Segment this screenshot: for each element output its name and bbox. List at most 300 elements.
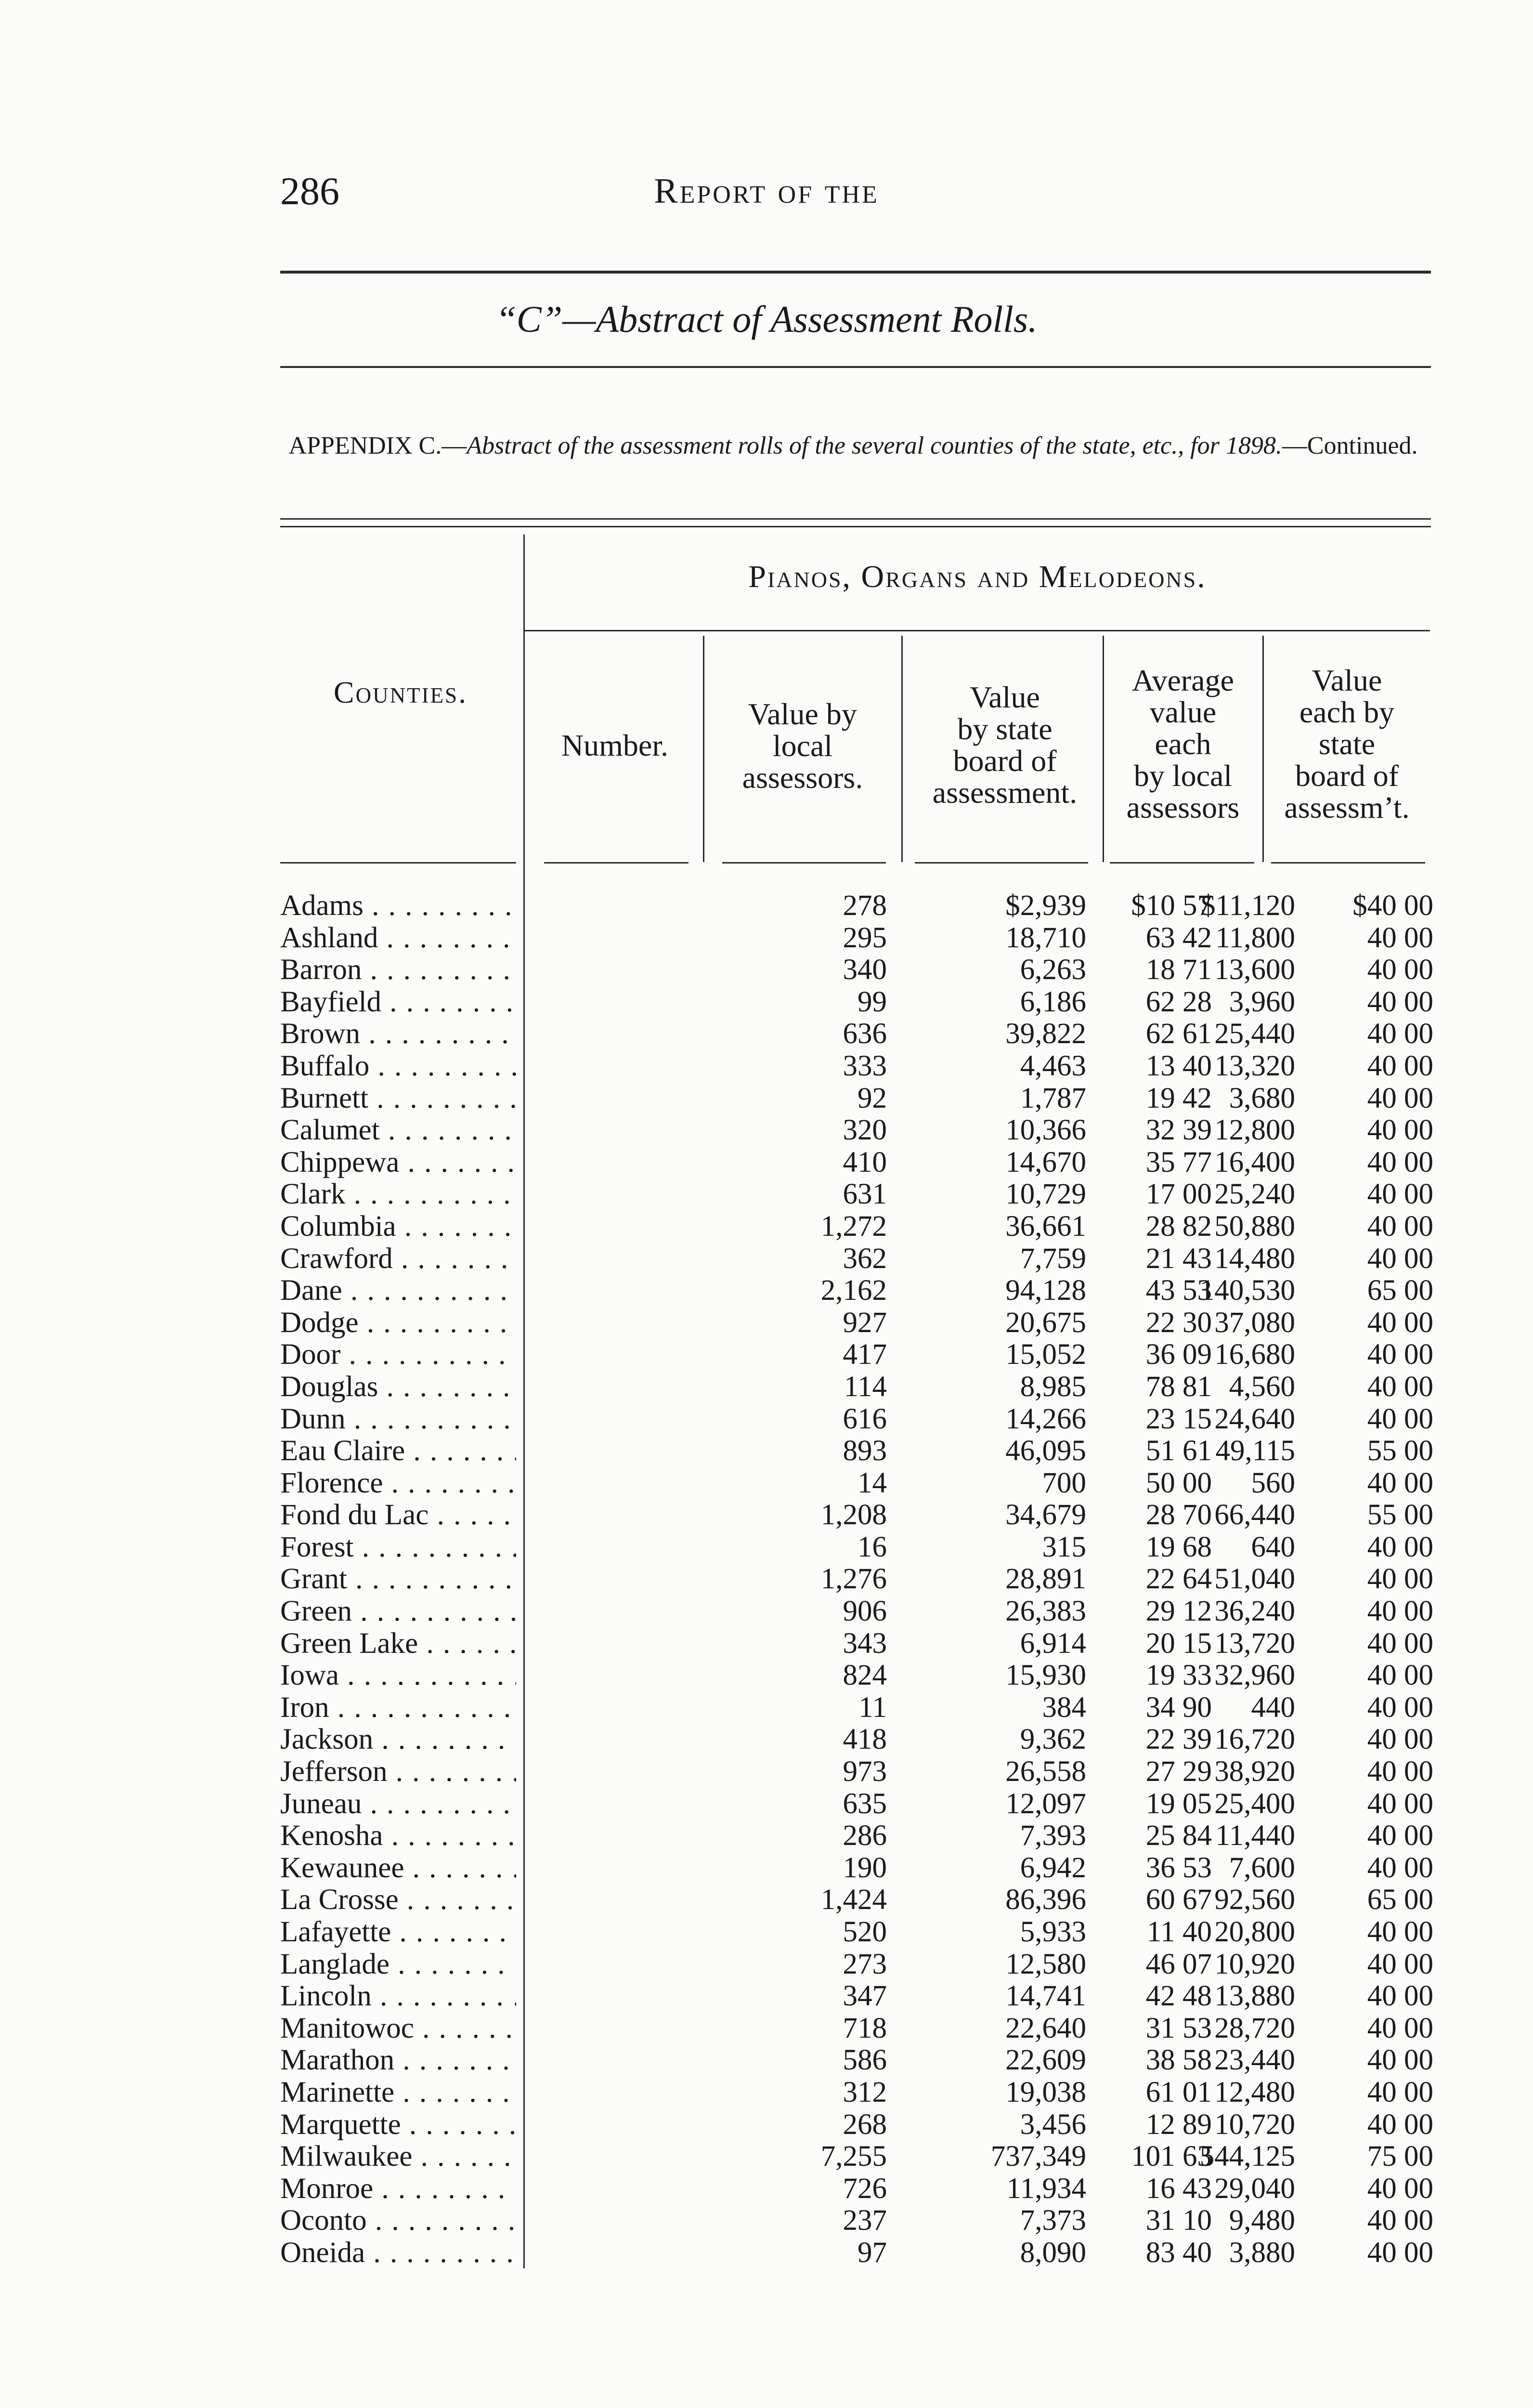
value-local-cell: 5,933 xyxy=(1020,1916,1086,1948)
county-cell: Marinette . . . xyxy=(280,2077,516,2109)
each-state-cell: 40 00 xyxy=(1367,1178,1433,1211)
value-state-cell: 9,480 xyxy=(1229,2204,1295,2237)
value-state-cell: 92,560 xyxy=(1214,1884,1295,1916)
value-state-cell: 640 xyxy=(1251,1531,1295,1563)
avg-local-cell: 101 63 xyxy=(1131,2140,1212,2173)
appendix-lead: APPENDIX C.— xyxy=(288,432,467,459)
avg-local-cell: 22 30 xyxy=(1145,1306,1212,1339)
number-cell: 417 xyxy=(843,1338,887,1371)
header-underline-county xyxy=(280,862,516,864)
number-cell: 278 xyxy=(843,890,887,922)
value-state-cell: 38,920 xyxy=(1214,1755,1295,1788)
each-state-cell: 40 00 xyxy=(1367,1916,1433,1948)
table-row xyxy=(280,2237,1445,2269)
value-state-cell: 7,600 xyxy=(1229,1851,1295,1884)
each-state-cell: 40 00 xyxy=(1367,2172,1433,2205)
value-state-cell: 20,800 xyxy=(1214,1916,1295,1948)
value-local-cell: 22,609 xyxy=(1005,2044,1086,2077)
avg-local-cell: 62 28 xyxy=(1145,985,1212,1018)
county-cell: Adams . . . xyxy=(280,890,516,922)
value-local-cell: 26,558 xyxy=(1005,1755,1086,1788)
value-state-cell: 3,680 xyxy=(1229,1082,1295,1114)
avg-local-cell: 63 42 xyxy=(1145,921,1212,954)
value-local-cell: 39,822 xyxy=(1005,1018,1086,1050)
county-cell: Buffalo . . . xyxy=(280,1050,516,1083)
county-cell: Clark . . . xyxy=(280,1178,516,1211)
avg-local-cell: 83 40 xyxy=(1145,2236,1212,2269)
value-local-cell: 10,729 xyxy=(1005,1178,1086,1211)
each-state-cell: 40 00 xyxy=(1367,1242,1433,1275)
avg-local-cell: 32 39 xyxy=(1145,1114,1212,1147)
value-local-cell: 26,383 xyxy=(1005,1595,1086,1628)
table-top-rule-1 xyxy=(280,518,1431,520)
value-local-cell: 19,038 xyxy=(1005,2076,1086,2108)
avg-local-cell: 23 15 xyxy=(1145,1402,1212,1435)
table-row xyxy=(280,1628,1445,1660)
number-cell: 586 xyxy=(843,2044,887,2077)
each-state-cell: 40 00 xyxy=(1367,985,1433,1018)
value-state-cell: 11,800 xyxy=(1215,921,1295,954)
number-cell: 824 xyxy=(843,1659,887,1692)
value-state-cell: 12,800 xyxy=(1214,1114,1295,1147)
each-state-cell: 40 00 xyxy=(1367,921,1433,954)
county-cell: Marquette . . . xyxy=(280,2109,516,2141)
county-cell: Chippewa . . . xyxy=(280,1147,516,1179)
county-cell: Ashland . . . xyxy=(280,922,516,955)
avg-local-cell: 28 82 xyxy=(1145,1210,1212,1243)
county-cell: Green Lake . . . xyxy=(280,1628,516,1660)
each-state-cell: 40 00 xyxy=(1367,1563,1433,1596)
number-cell: 333 xyxy=(843,1049,887,1082)
county-cell: Kenosha . . . xyxy=(280,1820,516,1852)
value-state-cell: 3,960 xyxy=(1229,985,1295,1018)
each-state-cell: 40 00 xyxy=(1367,1370,1433,1403)
avg-local-cell: 25 84 xyxy=(1145,1819,1212,1852)
appendix-suffix: —Continued. xyxy=(1282,432,1418,459)
col-header-each-state: Value each by state board of assessm’t. xyxy=(1284,663,1410,824)
each-state-cell: 40 00 xyxy=(1367,1819,1433,1852)
number-cell: 97 xyxy=(857,2236,887,2269)
each-state-cell: 40 00 xyxy=(1367,954,1433,986)
county-cell: Barron . . . xyxy=(280,954,516,986)
each-state-cell: 40 00 xyxy=(1367,1338,1433,1371)
col-header-number: Number. xyxy=(561,728,669,762)
value-state-cell: 32,960 xyxy=(1214,1659,1295,1692)
value-local-cell: 8,090 xyxy=(1020,2236,1086,2269)
county-cell: Douglas . . . xyxy=(280,1371,516,1403)
table-top-rule-2 xyxy=(280,526,1431,527)
avg-local-cell: 13 40 xyxy=(1145,1049,1212,1082)
group-header-rule xyxy=(525,630,1430,631)
number-cell: 16 xyxy=(857,1531,887,1563)
number-cell: 906 xyxy=(843,1595,887,1628)
value-local-cell: 737,349 xyxy=(990,2140,1086,2173)
county-cell: Bayfield . . . xyxy=(280,986,516,1019)
county-cell: Milwaukee . . . xyxy=(280,2141,516,2173)
table-row xyxy=(280,1563,1445,1596)
table-row xyxy=(280,1307,1445,1339)
table-row xyxy=(280,954,1445,986)
value-state-cell: 16,400 xyxy=(1214,1146,1295,1178)
county-cell: Iron . . . xyxy=(280,1692,516,1724)
table-row xyxy=(280,1339,1445,1371)
table-row xyxy=(280,1114,1445,1147)
each-state-cell: 40 00 xyxy=(1367,1306,1433,1339)
county-cell: Juneau . . . xyxy=(280,1788,516,1820)
table-row xyxy=(280,1692,1445,1724)
value-local-cell: 4,463 xyxy=(1020,1049,1086,1082)
county-cell: Oconto . . . xyxy=(280,2205,516,2237)
avg-local-cell: 17 00 xyxy=(1145,1178,1212,1211)
table-row xyxy=(280,1371,1445,1403)
county-cell: Calumet . . . xyxy=(280,1114,516,1147)
county-cell: Brown . . . xyxy=(280,1018,516,1050)
col-rule-2 xyxy=(703,636,704,862)
col-header-value-state: Value by state board of assessment. xyxy=(932,680,1078,810)
county-cell: La Crosse . . . xyxy=(280,1884,516,1916)
avg-local-cell: 78 81 xyxy=(1145,1370,1212,1403)
number-cell: 347 xyxy=(843,1980,887,2013)
each-state-cell: 40 00 xyxy=(1367,1114,1433,1147)
value-state-cell: 140,530 xyxy=(1199,1274,1295,1307)
value-local-cell: 7,373 xyxy=(1020,2204,1086,2237)
avg-local-cell: 62 61 xyxy=(1145,1018,1212,1050)
value-local-cell: 94,128 xyxy=(1005,1274,1086,1307)
each-state-cell: 40 00 xyxy=(1367,1851,1433,1884)
county-cell: Iowa . . . xyxy=(280,1660,516,1692)
each-state-cell: 40 00 xyxy=(1367,1691,1433,1724)
col-rule-3 xyxy=(901,636,903,862)
table-row xyxy=(280,1660,1445,1692)
county-cell: Door . . . xyxy=(280,1339,516,1371)
value-local-cell: 14,670 xyxy=(1005,1146,1086,1178)
table-row xyxy=(280,1724,1445,1756)
number-cell: 286 xyxy=(843,1819,887,1852)
each-state-cell: 40 00 xyxy=(1367,1210,1433,1243)
table-row xyxy=(280,1147,1445,1179)
header-underline-number xyxy=(544,862,689,864)
header-underline-local xyxy=(722,862,886,864)
value-local-cell: 18,710 xyxy=(1005,921,1086,954)
each-state-cell: 40 00 xyxy=(1367,1146,1433,1178)
value-local-cell: 7,393 xyxy=(1020,1819,1086,1852)
avg-local-cell: 51 61 xyxy=(1145,1435,1212,1467)
header-underline-each xyxy=(1271,862,1425,864)
county-cell: Columbia . . . xyxy=(280,1211,516,1243)
number-cell: 893 xyxy=(843,1435,887,1467)
value-state-cell: 10,720 xyxy=(1214,2108,1295,2141)
value-local-cell: 46,095 xyxy=(1005,1435,1086,1467)
avg-local-cell: 38 58 xyxy=(1145,2044,1212,2077)
value-local-cell: 3,456 xyxy=(1020,2108,1086,2141)
value-state-cell: 11,440 xyxy=(1215,1819,1295,1852)
value-state-cell: 37,080 xyxy=(1214,1306,1295,1339)
each-state-cell: 40 00 xyxy=(1367,1595,1433,1628)
number-cell: 362 xyxy=(843,1242,887,1275)
table-row xyxy=(280,1499,1445,1531)
value-local-cell: 6,914 xyxy=(1020,1627,1086,1660)
header-underline-state xyxy=(915,862,1088,864)
number-cell: 273 xyxy=(843,1948,887,1980)
value-state-cell: 25,400 xyxy=(1214,1787,1295,1820)
value-local-cell: 8,985 xyxy=(1020,1370,1086,1403)
value-state-cell: 66,440 xyxy=(1214,1499,1295,1531)
table-row xyxy=(280,922,1445,955)
county-cell: Monroe . . . xyxy=(280,2173,516,2205)
value-local-cell: 86,396 xyxy=(1005,1884,1086,1916)
avg-local-cell: $10 57 xyxy=(1131,890,1212,922)
table-row xyxy=(280,1178,1445,1211)
table-row xyxy=(280,1596,1445,1628)
county-cell: Kewaunee . . . xyxy=(280,1852,516,1885)
number-cell: 973 xyxy=(843,1755,887,1788)
avg-local-cell: 46 07 xyxy=(1145,1948,1212,1980)
each-state-cell: 40 00 xyxy=(1367,1082,1433,1114)
avg-local-cell: 36 53 xyxy=(1145,1851,1212,1884)
col-header-value-local: Value by local assessors. xyxy=(742,697,863,795)
avg-local-cell: 42 48 xyxy=(1145,1980,1212,2013)
avg-local-cell: 22 39 xyxy=(1145,1723,1212,1756)
value-local-cell: 6,186 xyxy=(1020,985,1086,1018)
avg-local-cell: 19 42 xyxy=(1145,1082,1212,1114)
value-local-cell: 6,263 xyxy=(1020,954,1086,986)
each-state-cell: 40 00 xyxy=(1367,2108,1433,2141)
value-local-cell: 6,942 xyxy=(1020,1851,1086,1884)
number-cell: 520 xyxy=(843,1916,887,1948)
each-state-cell: 40 00 xyxy=(1367,1787,1433,1820)
appendix-caption xyxy=(280,429,1426,463)
value-state-cell: 544,125 xyxy=(1199,2140,1295,2173)
value-local-cell: 34,679 xyxy=(1005,1499,1086,1531)
header-underline-avg xyxy=(1110,862,1254,864)
table-row xyxy=(280,890,1445,922)
number-cell: 1,424 xyxy=(820,1884,887,1916)
number-cell: 726 xyxy=(843,2172,887,2205)
table-row xyxy=(280,1820,1445,1852)
value-local-cell: 20,675 xyxy=(1005,1306,1086,1339)
value-state-cell: $11,120 xyxy=(1201,890,1295,922)
number-cell: 1,276 xyxy=(820,1563,887,1596)
value-local-cell: 7,759 xyxy=(1020,1242,1086,1275)
table-row xyxy=(280,1018,1445,1050)
table-row xyxy=(280,2173,1445,2205)
avg-local-cell: 61 01 xyxy=(1145,2076,1212,2108)
table-row xyxy=(280,1435,1445,1467)
table-row xyxy=(280,1403,1445,1436)
county-cell: Eau Claire . . . xyxy=(280,1435,516,1467)
county-cell: Green . . . xyxy=(280,1596,516,1628)
county-cell: Lafayette . . . xyxy=(280,1916,516,1949)
value-state-cell: 10,920 xyxy=(1214,1948,1295,1980)
value-local-cell: 315 xyxy=(1042,1531,1086,1563)
number-cell: 312 xyxy=(843,2076,887,2108)
section-title: “C”—Abstract of Assessment Rolls. xyxy=(495,298,1038,340)
avg-local-cell: 27 29 xyxy=(1145,1755,1212,1788)
county-cell: Dunn . . . xyxy=(280,1403,516,1436)
table-row xyxy=(280,2109,1445,2141)
running-head: Report of the xyxy=(654,171,879,211)
number-cell: 635 xyxy=(843,1787,887,1820)
each-state-cell: $40 00 xyxy=(1352,890,1433,922)
number-cell: 631 xyxy=(843,1178,887,1211)
value-local-cell: 384 xyxy=(1042,1691,1086,1724)
value-state-cell: 36,240 xyxy=(1214,1595,1295,1628)
each-state-cell: 40 00 xyxy=(1367,1627,1433,1660)
number-cell: 340 xyxy=(843,954,887,986)
each-state-cell: 40 00 xyxy=(1367,1659,1433,1692)
avg-local-cell: 18 71 xyxy=(1145,954,1212,986)
each-state-cell: 40 00 xyxy=(1367,1948,1433,1980)
number-cell: 343 xyxy=(843,1627,887,1660)
county-cell: Dane . . . xyxy=(280,1275,516,1307)
county-cell: Grant . . . xyxy=(280,1563,516,1596)
avg-local-cell: 29 12 xyxy=(1145,1595,1212,1628)
number-cell: 927 xyxy=(843,1306,887,1339)
table-row xyxy=(280,1788,1445,1820)
table-row xyxy=(280,1916,1445,1949)
table-row xyxy=(280,986,1445,1019)
value-state-cell: 440 xyxy=(1251,1691,1295,1724)
value-state-cell: 29,040 xyxy=(1214,2172,1295,2205)
avg-local-cell: 19 33 xyxy=(1145,1659,1212,1692)
each-state-cell: 40 00 xyxy=(1367,2012,1433,2044)
table-row xyxy=(280,2013,1445,2045)
value-state-cell: 12,480 xyxy=(1214,2076,1295,2108)
col-header-counties: Counties. xyxy=(333,675,468,709)
each-state-cell: 40 00 xyxy=(1367,1466,1433,1499)
avg-local-cell: 21 43 xyxy=(1145,1242,1212,1275)
table-row xyxy=(280,2077,1445,2109)
table-body xyxy=(280,890,1445,2269)
value-local-cell: 28,891 xyxy=(1005,1563,1086,1596)
table-row xyxy=(280,1884,1445,1916)
table-row xyxy=(280,1275,1445,1307)
each-state-cell: 40 00 xyxy=(1367,1980,1433,2013)
title-rule xyxy=(280,366,1431,368)
col-header-avg-local: Average value each by local assessors xyxy=(1126,663,1240,824)
value-local-cell: $2,939 xyxy=(1005,890,1086,922)
value-local-cell: 700 xyxy=(1042,1466,1086,1499)
each-state-cell: 40 00 xyxy=(1367,1755,1433,1788)
table-row xyxy=(280,1050,1445,1083)
number-cell: 114 xyxy=(844,1370,887,1403)
number-cell: 636 xyxy=(843,1018,887,1050)
value-local-cell: 12,580 xyxy=(1005,1948,1086,1980)
page-number: 286 xyxy=(280,169,339,213)
avg-local-cell: 34 90 xyxy=(1145,1691,1212,1724)
each-state-cell: 40 00 xyxy=(1367,2044,1433,2077)
each-state-cell: 40 00 xyxy=(1367,1531,1433,1563)
number-cell: 616 xyxy=(843,1402,887,1435)
county-cell: Fond du Lac . . . xyxy=(280,1499,516,1531)
value-local-cell: 12,097 xyxy=(1005,1787,1086,1820)
value-state-cell: 560 xyxy=(1251,1466,1295,1499)
number-cell: 237 xyxy=(843,2204,887,2237)
avg-local-cell: 60 67 xyxy=(1145,1884,1212,1916)
value-state-cell: 13,880 xyxy=(1214,1980,1295,2013)
county-cell: Oneida . . . xyxy=(280,2237,516,2269)
number-cell: 99 xyxy=(857,985,887,1018)
value-state-cell: 14,480 xyxy=(1214,1242,1295,1275)
avg-local-cell: 35 77 xyxy=(1145,1146,1212,1178)
each-state-cell: 65 00 xyxy=(1367,1884,1433,1916)
number-cell: 295 xyxy=(843,921,887,954)
table-row xyxy=(280,1756,1445,1788)
avg-local-cell: 31 10 xyxy=(1145,2204,1212,2237)
number-cell: 1,208 xyxy=(820,1499,887,1531)
value-state-cell: 16,720 xyxy=(1214,1723,1295,1756)
number-cell: 92 xyxy=(857,1082,887,1114)
avg-local-cell: 22 64 xyxy=(1145,1563,1212,1596)
each-state-cell: 65 00 xyxy=(1367,1274,1433,1307)
county-cell: Forest . . . xyxy=(280,1531,516,1564)
county-cell: Marathon . . . xyxy=(280,2044,516,2077)
avg-local-cell: 11 40 xyxy=(1147,1916,1212,1948)
county-cell: Jefferson . . . xyxy=(280,1756,516,1788)
table-row xyxy=(280,2205,1445,2237)
value-state-cell: 13,320 xyxy=(1214,1049,1295,1082)
each-state-cell: 40 00 xyxy=(1367,2236,1433,2269)
number-cell: 410 xyxy=(843,1146,887,1178)
value-state-cell: 25,240 xyxy=(1214,1178,1295,1211)
county-cell: Langlade . . . xyxy=(280,1949,516,1981)
value-state-cell: 13,600 xyxy=(1214,954,1295,986)
table-row xyxy=(280,2044,1445,2077)
avg-local-cell: 19 05 xyxy=(1145,1787,1212,1820)
value-state-cell: 13,720 xyxy=(1214,1627,1295,1660)
table-row xyxy=(280,1211,1445,1243)
number-cell: 11 xyxy=(858,1691,887,1724)
value-local-cell: 15,052 xyxy=(1005,1338,1086,1371)
col-rule-5 xyxy=(1262,636,1264,862)
top-rule xyxy=(280,271,1431,274)
value-state-cell: 24,640 xyxy=(1214,1402,1295,1435)
table-row xyxy=(280,2141,1445,2173)
value-state-cell: 49,115 xyxy=(1215,1435,1295,1467)
group-header: Pianos, Organs and Melodeons. xyxy=(748,559,1207,594)
value-local-cell: 14,741 xyxy=(1005,1980,1086,2013)
number-cell: 14 xyxy=(857,1466,887,1499)
county-cell: Dodge . . . xyxy=(280,1307,516,1339)
appendix-title: Abstract of the assessment rolls of the several counties of the state, etc., for 1898. xyxy=(467,432,1282,459)
avg-local-cell: 20 15 xyxy=(1145,1627,1212,1660)
number-cell: 1,272 xyxy=(820,1210,887,1243)
avg-local-cell: 36 09 xyxy=(1145,1338,1212,1371)
number-cell: 718 xyxy=(843,2012,887,2044)
county-cell: Burnett . . . xyxy=(280,1083,516,1115)
each-state-cell: 55 00 xyxy=(1367,1499,1433,1531)
value-local-cell: 11,934 xyxy=(1006,2172,1086,2205)
avg-local-cell: 16 43 xyxy=(1145,2172,1212,2205)
each-state-cell: 40 00 xyxy=(1367,1049,1433,1082)
value-state-cell: 23,440 xyxy=(1214,2044,1295,2077)
value-local-cell: 22,640 xyxy=(1005,2012,1086,2044)
value-state-cell: 16,680 xyxy=(1214,1338,1295,1371)
avg-local-cell: 19 68 xyxy=(1145,1531,1212,1563)
number-cell: 2,162 xyxy=(820,1274,887,1307)
value-state-cell: 25,440 xyxy=(1214,1018,1295,1050)
value-state-cell: 50,880 xyxy=(1214,1210,1295,1243)
each-state-cell: 40 00 xyxy=(1367,2204,1433,2237)
value-local-cell: 1,787 xyxy=(1020,1082,1086,1114)
avg-local-cell: 43 53 xyxy=(1145,1274,1212,1307)
avg-local-cell: 31 53 xyxy=(1145,2012,1212,2044)
value-local-cell: 36,661 xyxy=(1005,1210,1086,1243)
value-state-cell: 51,040 xyxy=(1214,1563,1295,1596)
value-local-cell: 9,362 xyxy=(1020,1723,1086,1756)
each-state-cell: 75 00 xyxy=(1367,2140,1433,2173)
value-state-cell: 28,720 xyxy=(1214,2012,1295,2044)
